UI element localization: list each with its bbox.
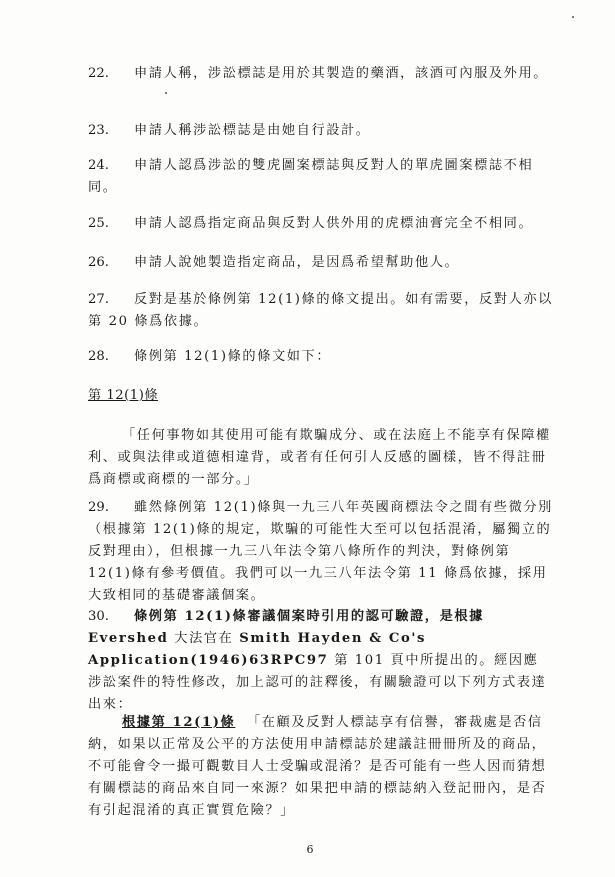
scan-speck (572, 16, 574, 18)
case-citation: Smith Hayden & Co's Application(1946)63RPC97 (88, 631, 427, 668)
page-number: 6 (306, 843, 314, 856)
test-quote-block (88, 712, 553, 822)
paragraph-29: 29. 雖然條例第 12(1)條與一九三八年英國商標法令之間有些微分別（根據第 12(1)條的規定，欺騙的可能性大至可以包括混淆，屬獨立的反對理由），但根據一九三八年法令第八條所作的判決，對條例第 12(1)條有參考價值。我們可以一九三八年法令第 11 條爲依據，採用大致相同的基礎審議個案。 (88, 500, 553, 603)
judge-name: Evershed (88, 631, 169, 646)
paragraph-28: 28. 條例第 12(1)條的條文如下： (88, 349, 332, 364)
paragraph-27: 27. 反對是基於條例第 12(1)條的條文提出。如有需要，反對人亦以第 20 條爲依據。 (88, 292, 553, 329)
test-quote: 「在顧及反對人標誌享有信譽，審裁處是否信納，如果以正常及公平的方法使用申請標誌於建議註冊冊所及的商品，不可能會令一撮可觀數目人士受騙或混淆？是否可能有一些人因而猜想有關標誌的商品來自同一來源？如果把申請的標誌納入登記冊內，是否有引起混淆的真正實質危險？」 (88, 715, 547, 818)
paragraph-26: 26. 申請人說她製造指定商品，是因爲希望幫助他人。 (88, 255, 460, 270)
test-label: 根據第 12(1)條 (122, 715, 236, 730)
paragraph-25: 25. 申請人認爲指定商品與反對人供外用的虎標油膏完全不相同。 (88, 216, 534, 231)
statute-quote: 「任何事物如其使用可能有欺騙成分、或在法庭上不能享有保障權利、或與法律或道德相違背，或者有任何引人反感的圖樣，皆不得註冊爲商標或商標的一部分。」 (88, 428, 551, 487)
paragraph-22: 22. 申請人稱，涉訟標誌是用於其製造的藥酒，該酒可內服及外用。 (88, 66, 549, 81)
scan-speck (165, 92, 167, 94)
paragraph-23: 23. 申請人稱涉訟標誌是由她自行設計。 (88, 123, 371, 138)
section-heading: 第 12(1)條 (88, 388, 159, 403)
paragraph-30: 30. 條例第 12(1)條審議個案時引用的認可驗證，是根據 Evershed 大法官在 Smith Hayden & Co's Application(1946)63RPC97 第 101 頁中所提出的。經因應涉訟案件的特性修改，加上認可的註釋後，有關驗證可以下列方式表達出來： (88, 609, 547, 712)
paragraph-24: 24. 申請人認爲涉訟的雙虎圖案標誌與反對人的單虎圖案標誌不相同。 (88, 158, 534, 195)
